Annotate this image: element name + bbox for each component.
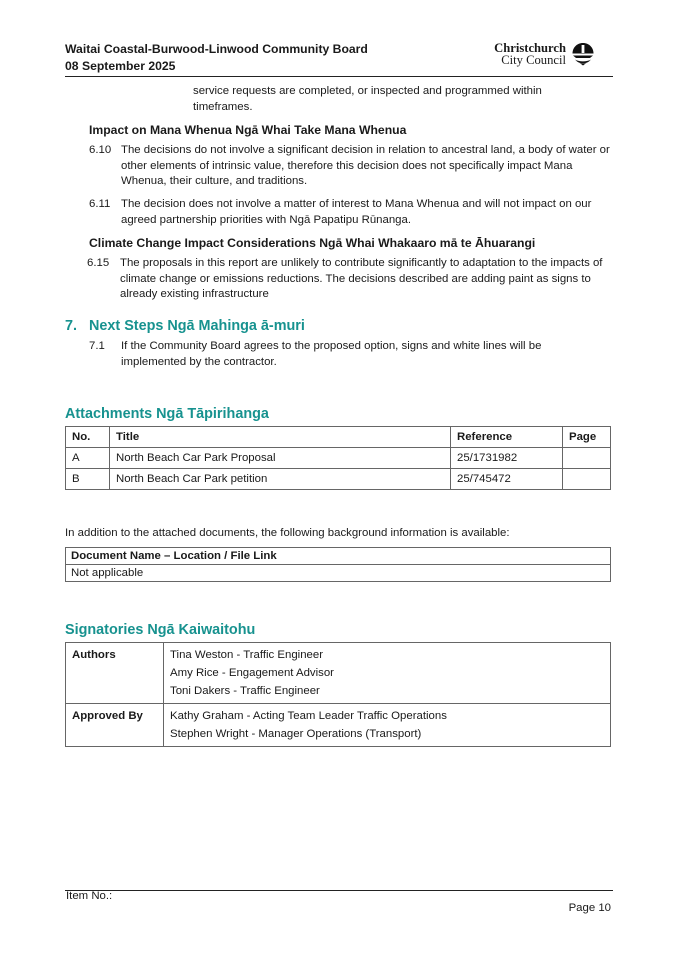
background-intro: In addition to the attached documents, the following background information is available:	[65, 527, 510, 539]
table-cell: North Beach Car Park petition	[110, 469, 451, 490]
table-row	[66, 469, 611, 490]
approved-by-label: Approved By	[66, 704, 164, 747]
table-row	[66, 704, 611, 747]
paragraph-6-10: The decisions do not involve a significant decision in relation to ancestral land, a body of water or other elements of intrinsic value, therefore this decision does not specifically impact Mana Whenua, their culture, and traditions.	[121, 144, 610, 187]
board-title: Waitai Coastal-Burwood-Linwood Community Board	[65, 42, 368, 56]
council-logo	[496, 42, 612, 68]
signatories-table	[65, 642, 611, 747]
attachments-heading: Attachments Ngā Tāpirihanga	[65, 406, 269, 422]
table-header-row	[66, 548, 611, 565]
table-cell: Not applicable	[66, 565, 611, 582]
approver-entry: Stephen Wright - Manager Operations (Transport)	[170, 728, 422, 740]
author-entry: Tina Weston - Traffic Engineer	[170, 649, 323, 661]
section-number: 7.	[65, 318, 78, 334]
approvers-cell	[164, 704, 611, 747]
logo-text-christchurch: Christchurch	[494, 41, 566, 55]
table-row	[66, 643, 611, 704]
paragraph-number: 7.1	[89, 340, 105, 352]
page-number: Page 10	[568, 902, 611, 914]
table-cell: North Beach Car Park Proposal	[110, 448, 451, 469]
column-header: No.	[66, 427, 110, 448]
column-header: Document Name – Location / File Link	[66, 548, 611, 565]
table-cell: B	[66, 469, 110, 490]
background-table	[65, 547, 611, 582]
column-header: Title	[110, 427, 451, 448]
table-cell: 25/1731982	[451, 448, 563, 469]
next-steps-heading	[65, 317, 305, 335]
author-entry: Toni Dakers - Traffic Engineer	[170, 685, 320, 697]
page-header	[65, 41, 612, 77]
signatories-heading: Signatories Ngā Kaiwaitohu	[65, 622, 256, 638]
paragraph-7-1: If the Community Board agrees to the proposed option, signs and white lines will be implemented by the contractor.	[121, 340, 542, 368]
table-cell: A	[66, 448, 110, 469]
item-number-label: Item No.:	[66, 890, 113, 902]
table-header-row	[66, 427, 611, 448]
table-row	[66, 565, 611, 582]
logo-text-city-council: City Council	[501, 53, 566, 67]
paragraph-number: 6.15	[87, 257, 110, 269]
climate-heading: Climate Change Impact Considerations Ngā Whai Whakaaro mā te Āhuarangi	[89, 236, 536, 250]
paragraph-number: 6.10	[89, 144, 112, 156]
author-entry: Amy Rice - Engagement Advisor	[170, 667, 334, 679]
table-cell	[563, 469, 611, 490]
column-header: Reference	[451, 427, 563, 448]
paragraph-6-15: The proposals in this report are unlikely to contribute significantly to adaptation to the impacts of climate change or emissions reductions. The decisions described are adding paint as signs to already existing infrastructure	[120, 257, 603, 300]
mana-whenua-heading: Impact on Mana Whenua Ngā Whai Take Mana Whenua	[89, 123, 407, 137]
footer-divider	[65, 890, 613, 891]
paragraph-number: 6.11	[89, 198, 111, 210]
approver-entry: Kathy Graham - Acting Team Leader Traffic Operations	[170, 710, 447, 722]
next-steps-title: Next Steps Ngā Mahinga ā-muri	[89, 318, 305, 334]
table-row	[66, 448, 611, 469]
authors-cell	[164, 643, 611, 704]
continued-paragraph: service requests are completed, or inspected and programmed within timeframes.	[193, 85, 542, 113]
meeting-date: 08 September 2025	[65, 59, 176, 73]
table-cell	[563, 448, 611, 469]
cathedral-emblem-icon	[571, 42, 595, 66]
authors-label: Authors	[66, 643, 164, 704]
table-cell: 25/745472	[451, 469, 563, 490]
attachments-table	[65, 426, 611, 490]
column-header: Page	[563, 427, 611, 448]
header-divider	[65, 76, 613, 77]
paragraph-6-11: The decision does not involve a matter of interest to Mana Whenua and will not impact on our agreed partnership priorities with Ngā Papatipu Rūnanga.	[121, 198, 592, 226]
